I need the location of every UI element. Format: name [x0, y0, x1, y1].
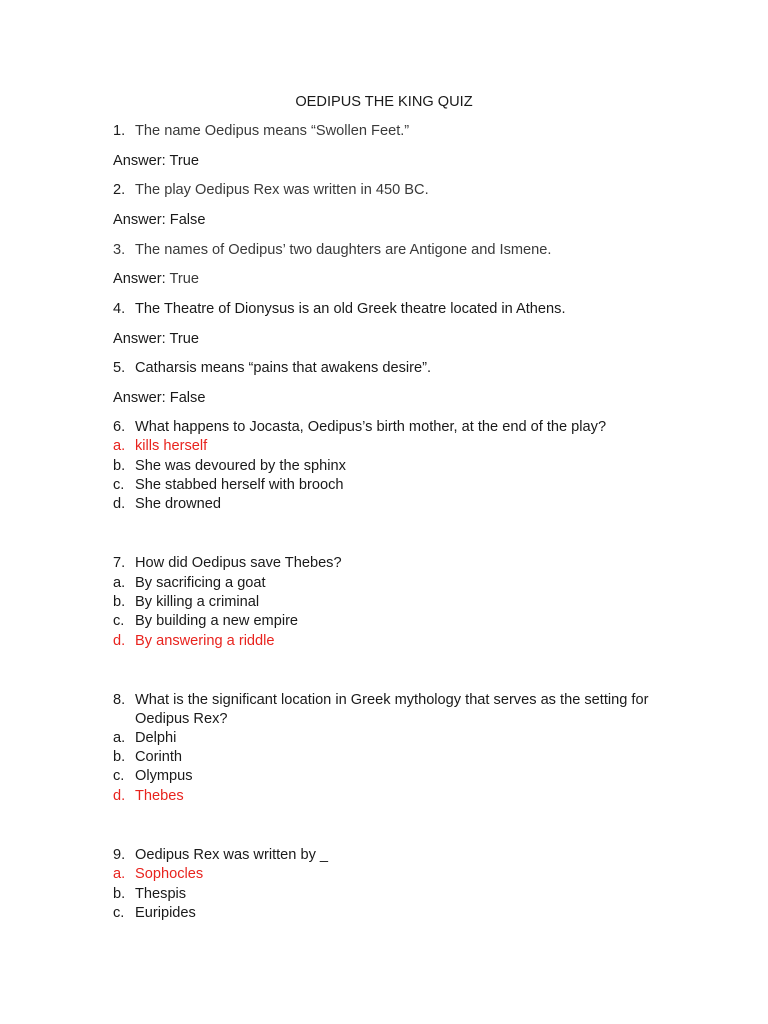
- answer-label: Answer:: [113, 390, 166, 406]
- answer-label: Answer:: [113, 271, 166, 287]
- question-text: Oedipus Rex was written by _: [135, 847, 329, 863]
- answer-5: [113, 389, 205, 408]
- option-letter: a.: [113, 866, 126, 882]
- answer-value: True: [169, 271, 199, 287]
- question-text: The name Oedipus means “Swollen Feet.”: [135, 123, 410, 139]
- answer-value: True: [169, 153, 199, 169]
- question-text: What happens to Jocasta, Oedipus’s birth mother, at the end of the play?: [135, 419, 607, 435]
- question-text: The names of Oedipus’ two daughters are Antigone and Ismene.: [135, 242, 552, 258]
- option-letter: d.: [113, 633, 126, 649]
- option-text: By building a new empire: [135, 613, 299, 629]
- option-text: Thebes: [135, 788, 184, 804]
- question-text: How did Oedipus save Thebes?: [135, 555, 342, 571]
- option-text: By sacrificing a goat: [135, 575, 266, 591]
- answer-3: [113, 270, 199, 289]
- question-text: The play Oedipus Rex was written in 450 BC.: [135, 182, 429, 198]
- option-letter: c.: [113, 768, 125, 784]
- option-letter: b.: [113, 458, 126, 474]
- question-number: 5.: [113, 360, 126, 376]
- option-letter: c.: [113, 905, 125, 921]
- answer-value: False: [169, 390, 206, 406]
- option-letter: c.: [113, 613, 125, 629]
- option-text: Sophocles: [135, 866, 204, 882]
- option-letter: a.: [113, 730, 126, 746]
- option-letter: c.: [113, 477, 125, 493]
- option-text: Corinth: [135, 749, 183, 765]
- question-text: What is the significant location in Greek mythology that serves as the setting for Oedipus Rex?: [135, 692, 649, 728]
- answer-value: False: [169, 212, 206, 228]
- option-text: By answering a riddle: [135, 633, 275, 649]
- option-text: Olympus: [135, 768, 193, 784]
- option-letter: b.: [113, 886, 126, 902]
- option-text: She stabbed herself with brooch: [135, 477, 344, 493]
- answer-4: [113, 330, 199, 349]
- answer-2: [113, 211, 205, 230]
- option-letter: b.: [113, 749, 126, 765]
- option-text: By killing a criminal: [135, 594, 260, 610]
- question-number: 4.: [113, 301, 126, 317]
- question-number: 6.: [113, 419, 126, 435]
- answer-1: [113, 152, 199, 171]
- option-letter: d.: [113, 788, 126, 804]
- question-number: 3.: [113, 242, 126, 258]
- option-letter: d.: [113, 496, 126, 512]
- answer-label: Answer:: [113, 212, 166, 228]
- option-text: Euripides: [135, 905, 196, 921]
- question-number: 8.: [113, 692, 126, 708]
- question-number: 2.: [113, 182, 126, 198]
- option-letter: a.: [113, 575, 126, 591]
- answer-label: Answer:: [113, 331, 166, 347]
- option-text: She was devoured by the sphinx: [135, 458, 346, 474]
- option-text: Thespis: [135, 886, 187, 902]
- document-title: OEDIPUS THE KING QUIZ: [295, 94, 473, 110]
- option-letter: b.: [113, 594, 126, 610]
- question-8: [113, 691, 673, 730]
- question-text: Catharsis means “pains that awakens desire”.: [135, 360, 432, 376]
- option-text: She drowned: [135, 496, 222, 512]
- question-text: The Theatre of Dionysus is an old Greek theatre located in Athens.: [135, 301, 566, 317]
- option-text: kills herself: [135, 438, 208, 454]
- option-text: Delphi: [135, 730, 177, 746]
- answer-label: Answer:: [113, 153, 166, 169]
- question-number: 9.: [113, 847, 126, 863]
- option-letter: a.: [113, 438, 126, 454]
- question-number: 1.: [113, 123, 126, 139]
- question-number: 7.: [113, 555, 126, 571]
- answer-value: True: [169, 331, 199, 347]
